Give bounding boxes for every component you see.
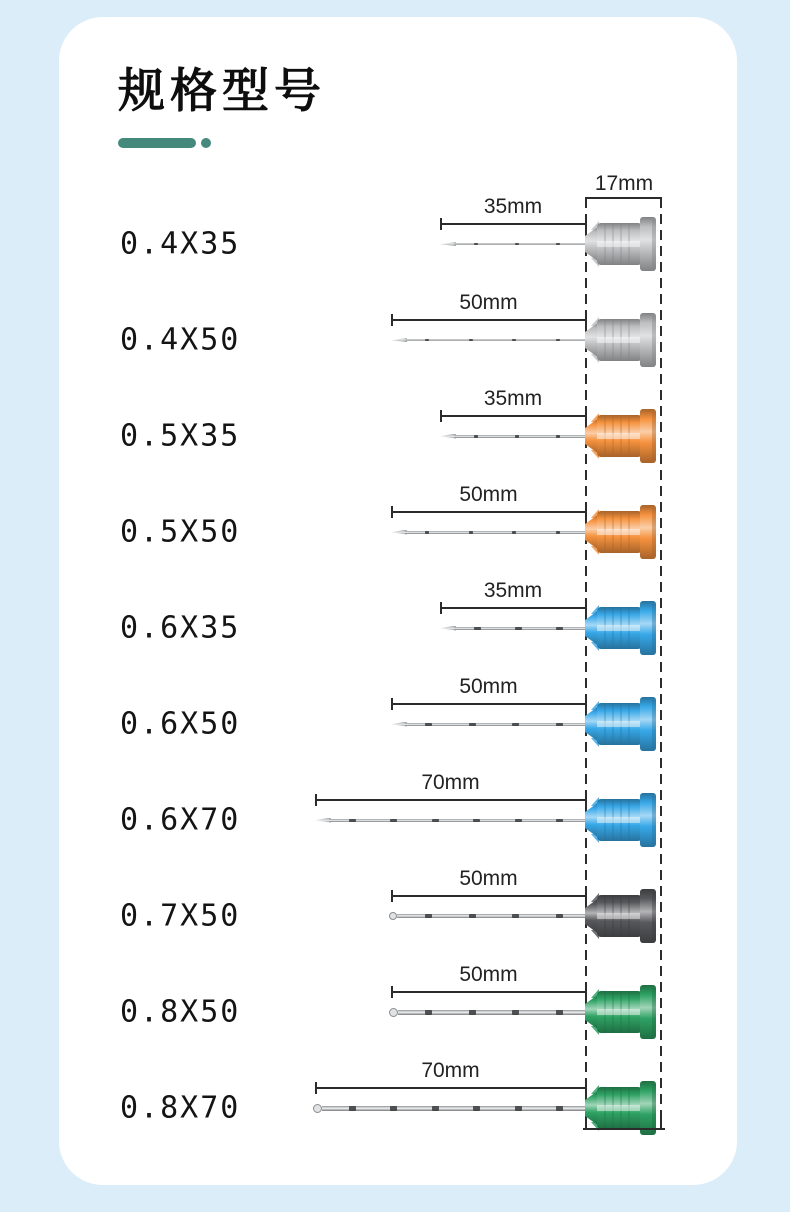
- needle-depth-mark: [556, 339, 560, 341]
- length-line: [440, 223, 586, 225]
- needle-depth-mark: [469, 1010, 476, 1015]
- needle-shaft: [405, 531, 594, 534]
- needle-hub: [584, 984, 668, 1040]
- title-underline: [118, 138, 196, 148]
- length-line: [440, 607, 586, 609]
- needle-hub: [584, 408, 668, 464]
- needle-depth-mark: [556, 243, 560, 245]
- needle-depth-mark: [474, 243, 478, 245]
- needle-depth-mark: [515, 819, 522, 822]
- needle-depth-mark: [474, 627, 481, 630]
- needle-hub-graphic: [584, 600, 668, 656]
- length-label: 50mm: [459, 675, 518, 698]
- hub-width-line: [586, 197, 662, 199]
- needle-depth-mark: [425, 1010, 432, 1015]
- model-label: 0.5X35: [120, 418, 241, 454]
- needle-depth-mark: [512, 339, 516, 341]
- needle-hub-graphic: [584, 504, 668, 560]
- model-label: 0.6X70: [120, 802, 241, 838]
- needle-hub-graphic: [584, 312, 668, 368]
- needle-depth-mark: [556, 723, 563, 726]
- needle-depth-mark: [349, 1106, 356, 1111]
- needle-depth-mark: [432, 1106, 439, 1111]
- needle-depth-mark: [432, 819, 439, 822]
- needle-depth-mark: [515, 627, 522, 630]
- bottom-measure-line: [583, 1128, 665, 1130]
- model-label: 0.6X35: [120, 610, 241, 646]
- needle-depth-mark: [512, 914, 519, 918]
- needle-hub-graphic: [584, 216, 668, 272]
- length-line: [315, 1087, 586, 1089]
- needle-hub: [584, 888, 668, 944]
- needle-depth-mark: [425, 723, 432, 726]
- needle-hub: [584, 312, 668, 368]
- needle-hub: [584, 696, 668, 752]
- needle-hub: [584, 504, 668, 560]
- length-line: [391, 895, 586, 897]
- length-tick-left: [391, 506, 393, 518]
- needle-depth-mark: [556, 914, 563, 918]
- needle-depth-mark: [556, 435, 560, 438]
- needle-hub-graphic: [584, 888, 668, 944]
- needle-depth-mark: [390, 819, 397, 822]
- model-label: 0.5X50: [120, 514, 241, 550]
- needle-depth-mark: [556, 1106, 563, 1111]
- length-line: [391, 703, 586, 705]
- length-tick-left: [391, 698, 393, 710]
- model-label: 0.7X50: [120, 898, 241, 934]
- needle-depth-mark: [473, 819, 480, 822]
- needle-hub-graphic: [584, 984, 668, 1040]
- needle-hub: [584, 792, 668, 848]
- hub-width-label: 17mm: [594, 172, 654, 195]
- needle-shaft: [329, 819, 594, 822]
- length-label: 70mm: [421, 771, 480, 794]
- needle-hub-graphic: [584, 696, 668, 752]
- model-label: 0.8X50: [120, 994, 241, 1030]
- model-label: 0.6X50: [120, 706, 241, 742]
- length-line: [391, 511, 586, 513]
- needle-hub: [584, 600, 668, 656]
- needle-depth-mark: [556, 627, 563, 630]
- length-label: 35mm: [483, 387, 543, 410]
- needle-depth-mark: [515, 435, 519, 438]
- needle-depth-mark: [556, 531, 560, 534]
- needle-ball-tip: [313, 1104, 322, 1113]
- length-tick-left: [315, 794, 317, 806]
- bottom-measure-tick-right: [660, 1119, 662, 1130]
- needle-hub-graphic: [584, 408, 668, 464]
- length-label: 70mm: [421, 1059, 480, 1082]
- needle-depth-mark: [469, 531, 473, 534]
- needle-shaft: [405, 723, 594, 726]
- needle-depth-mark: [469, 723, 476, 726]
- length-label: 50mm: [459, 291, 518, 314]
- model-label: 0.4X50: [120, 322, 241, 358]
- length-label: 50mm: [459, 483, 518, 506]
- page-title: 规格型号: [118, 64, 326, 119]
- model-label: 0.4X35: [120, 226, 241, 262]
- needle-ball-tip: [389, 912, 397, 920]
- length-line: [440, 415, 586, 417]
- needle-shaft: [322, 1106, 594, 1111]
- bottom-measure-tick-left: [585, 1119, 587, 1130]
- length-label: 50mm: [459, 963, 518, 986]
- length-line: [315, 799, 586, 801]
- needle-depth-mark: [515, 1106, 522, 1111]
- length-label: 35mm: [483, 579, 543, 602]
- length-tick-left: [315, 1082, 317, 1094]
- length-line: [391, 319, 586, 321]
- length-line: [391, 991, 586, 993]
- length-tick-left: [391, 986, 393, 998]
- needle-depth-mark: [469, 914, 476, 918]
- needle-hub-graphic: [584, 792, 668, 848]
- needle-depth-mark: [473, 1106, 480, 1111]
- needle-depth-mark: [349, 819, 356, 822]
- length-tick-left: [391, 890, 393, 902]
- needle-depth-mark: [512, 723, 519, 726]
- length-tick-left: [440, 218, 442, 230]
- needle-depth-mark: [512, 531, 516, 534]
- needle-depth-mark: [469, 339, 473, 341]
- length-label: 50mm: [459, 867, 518, 890]
- needle-depth-mark: [425, 531, 429, 534]
- needle-ball-tip: [389, 1008, 398, 1017]
- needle-depth-mark: [425, 339, 429, 341]
- length-tick-left: [440, 602, 442, 614]
- needle-shaft: [405, 339, 594, 341]
- needle-depth-mark: [474, 435, 478, 438]
- needle-depth-mark: [425, 914, 432, 918]
- needle-depth-mark: [512, 1010, 519, 1015]
- needle-depth-mark: [390, 1106, 397, 1111]
- needle-hub: [584, 216, 668, 272]
- length-tick-left: [440, 410, 442, 422]
- needle-depth-mark: [556, 1010, 563, 1015]
- model-label: 0.8X70: [120, 1090, 241, 1126]
- length-tick-left: [391, 314, 393, 326]
- needle-depth-mark: [556, 819, 563, 822]
- needle-depth-mark: [515, 243, 519, 245]
- length-label: 35mm: [483, 195, 543, 218]
- title-underline-dot: [201, 138, 211, 148]
